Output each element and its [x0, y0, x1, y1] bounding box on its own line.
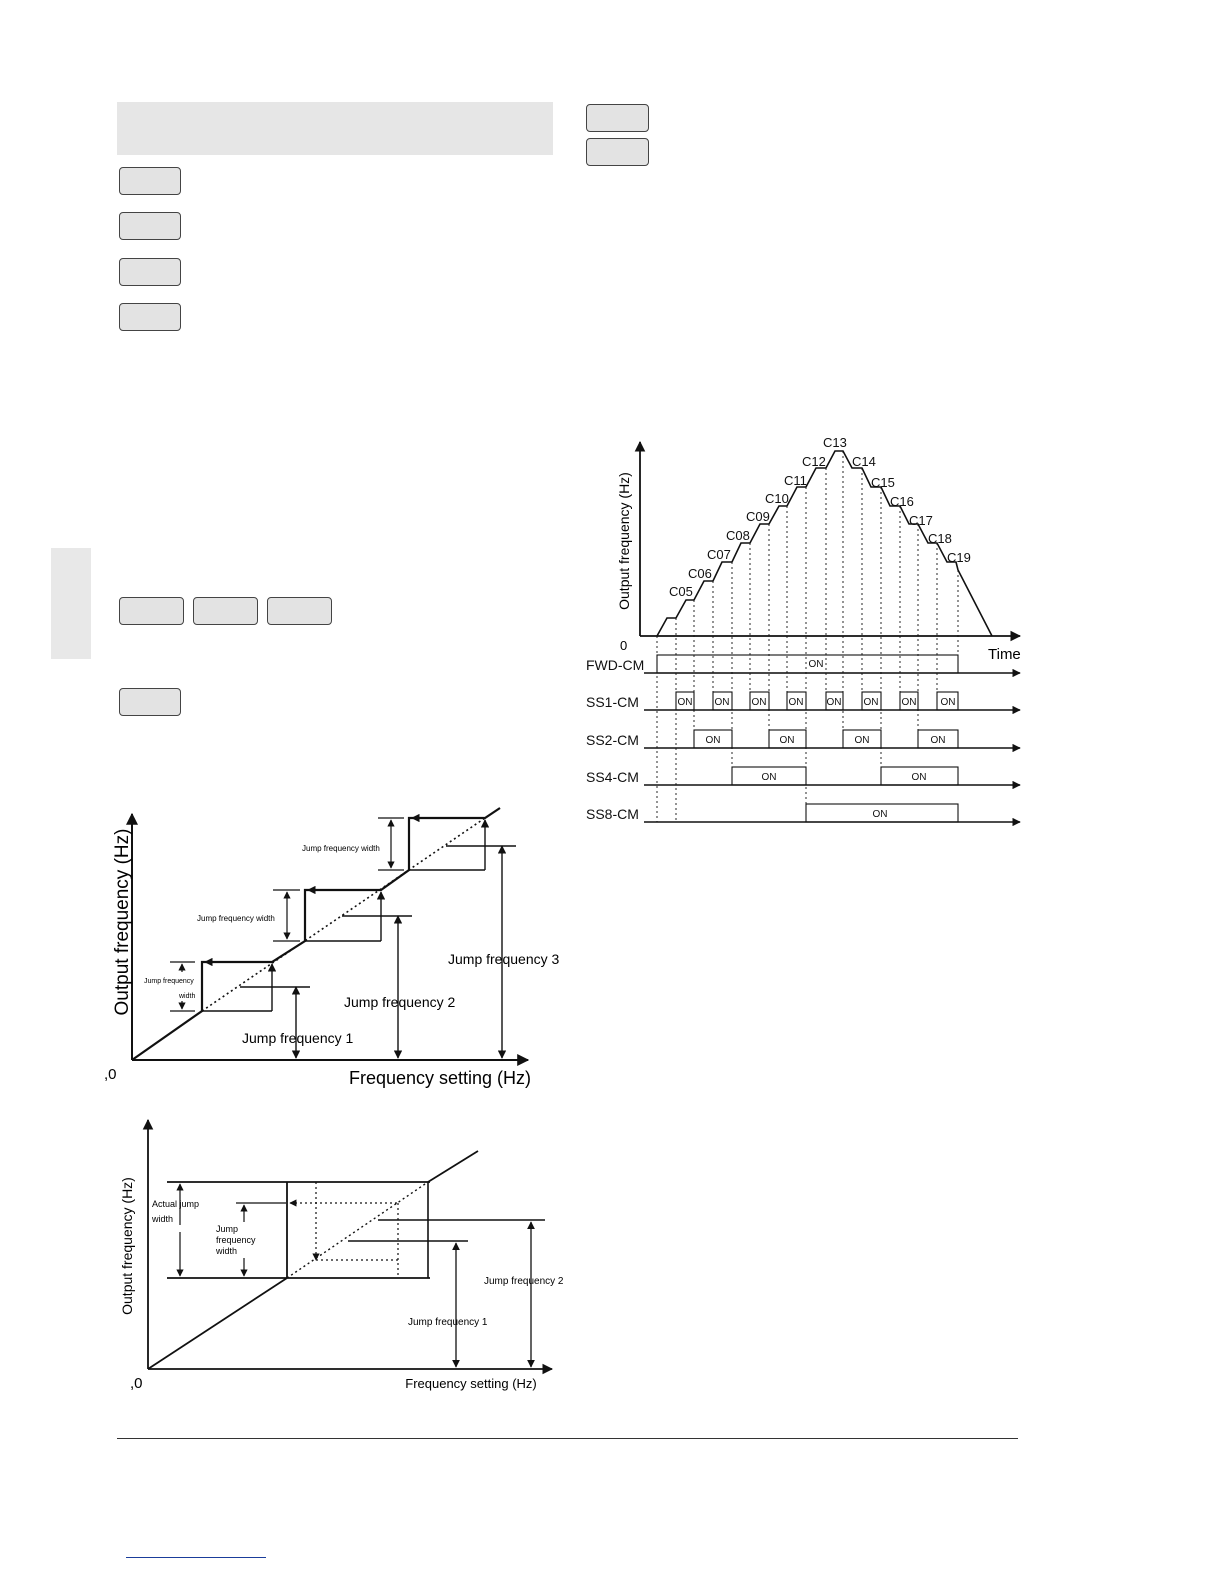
footer-divider	[117, 1438, 1018, 1439]
on-label: ON	[761, 772, 777, 783]
jump-width-label: width	[216, 1246, 238, 1256]
footer-link-underline[interactable]	[126, 1557, 266, 1558]
section-header-bar	[117, 102, 553, 155]
parameter-code-box	[119, 258, 181, 286]
parameter-code-box	[119, 167, 181, 195]
on-label: ON	[779, 735, 795, 746]
step-label: C19	[947, 550, 971, 565]
origin-label: ,0	[104, 1066, 117, 1083]
signal-label-ss1: SS1-CM	[586, 694, 639, 710]
on-label: ON	[808, 659, 824, 670]
on-label: ON	[751, 697, 767, 708]
step-label: C07	[707, 547, 731, 562]
on-label: ON	[940, 697, 956, 708]
y-axis-label: Output frequency (Hz)	[119, 1177, 135, 1315]
jump-frequency-1-label: Jump frequency 1	[408, 1317, 488, 1328]
step-label: C05	[669, 584, 693, 599]
parameter-code-box	[119, 597, 184, 625]
on-label: ON	[788, 697, 804, 708]
parameter-code-box	[119, 212, 181, 240]
jump-width-label: Jump	[216, 1224, 239, 1234]
on-label: ON	[901, 697, 917, 708]
step-label: C16	[890, 494, 914, 509]
signal-label-ss2: SS2-CM	[586, 732, 639, 748]
step-label: C14	[852, 454, 876, 469]
step-label: C17	[909, 513, 933, 528]
on-label: ON	[677, 697, 693, 708]
on-label: ON	[911, 772, 927, 783]
jump-frequency-2-label: Jump frequency 2	[344, 994, 456, 1010]
jump-frequency-1-label: Jump frequency 1	[242, 1030, 354, 1046]
step-label: C11	[784, 473, 807, 488]
y-axis-label: Output frequency (Hz)	[616, 472, 632, 610]
x-axis-label: Time	[988, 646, 1021, 663]
y-axis-label: Output frequency (Hz)	[112, 828, 133, 1016]
x-axis-label: Frequency setting (Hz)	[348, 1068, 532, 1088]
step-label: C12	[802, 454, 826, 469]
origin-label: ,0	[130, 1375, 143, 1392]
parameter-code-box	[586, 138, 649, 166]
on-label: ON	[854, 735, 870, 746]
width-label: Jump frequency width	[197, 914, 275, 923]
jump-frequency-figure	[100, 800, 570, 1090]
actual-jump-width-figure	[100, 1110, 570, 1400]
step-label: C08	[726, 528, 750, 543]
multistep-speed-timing-figure	[580, 430, 1030, 840]
jump-frequency-3-label: Jump frequency 3	[448, 951, 560, 967]
actual-jump-width-label: width	[152, 1214, 174, 1224]
signal-label-ss8: SS8-CM	[586, 806, 639, 822]
actual-jump-width-label: Actual jump	[152, 1199, 200, 1209]
step-label: C06	[688, 566, 712, 581]
width-label: Jump frequency	[144, 978, 194, 985]
parameter-code-box	[119, 303, 181, 331]
chapter-side-tab	[51, 548, 91, 659]
signal-label-fwd: FWD-CM	[586, 657, 645, 673]
step-label: C18	[928, 531, 952, 546]
parameter-code-box	[119, 688, 181, 716]
on-label: ON	[930, 735, 946, 746]
jump-frequency-2-label: Jump frequency 2	[484, 1276, 564, 1287]
step-label: C13	[823, 435, 847, 450]
on-label: ON	[863, 697, 879, 708]
width-label: width	[179, 993, 196, 1000]
jump-width-label: frequency	[216, 1235, 256, 1245]
on-label: ON	[826, 697, 842, 708]
step-label: C10	[765, 491, 789, 506]
on-label: ON	[705, 735, 721, 746]
x-axis-label: Frequency setting (Hz)	[405, 1376, 537, 1391]
signal-label-ss4: SS4-CM	[586, 769, 639, 785]
on-label: ON	[872, 809, 888, 820]
step-label: C09	[746, 509, 770, 524]
parameter-code-box	[193, 597, 258, 625]
step-label: C15	[871, 475, 895, 490]
parameter-code-box	[586, 104, 649, 132]
on-label: ON	[714, 697, 730, 708]
origin-label: 0	[620, 638, 628, 653]
width-label: Jump frequency width	[302, 844, 380, 853]
parameter-code-box	[267, 597, 332, 625]
